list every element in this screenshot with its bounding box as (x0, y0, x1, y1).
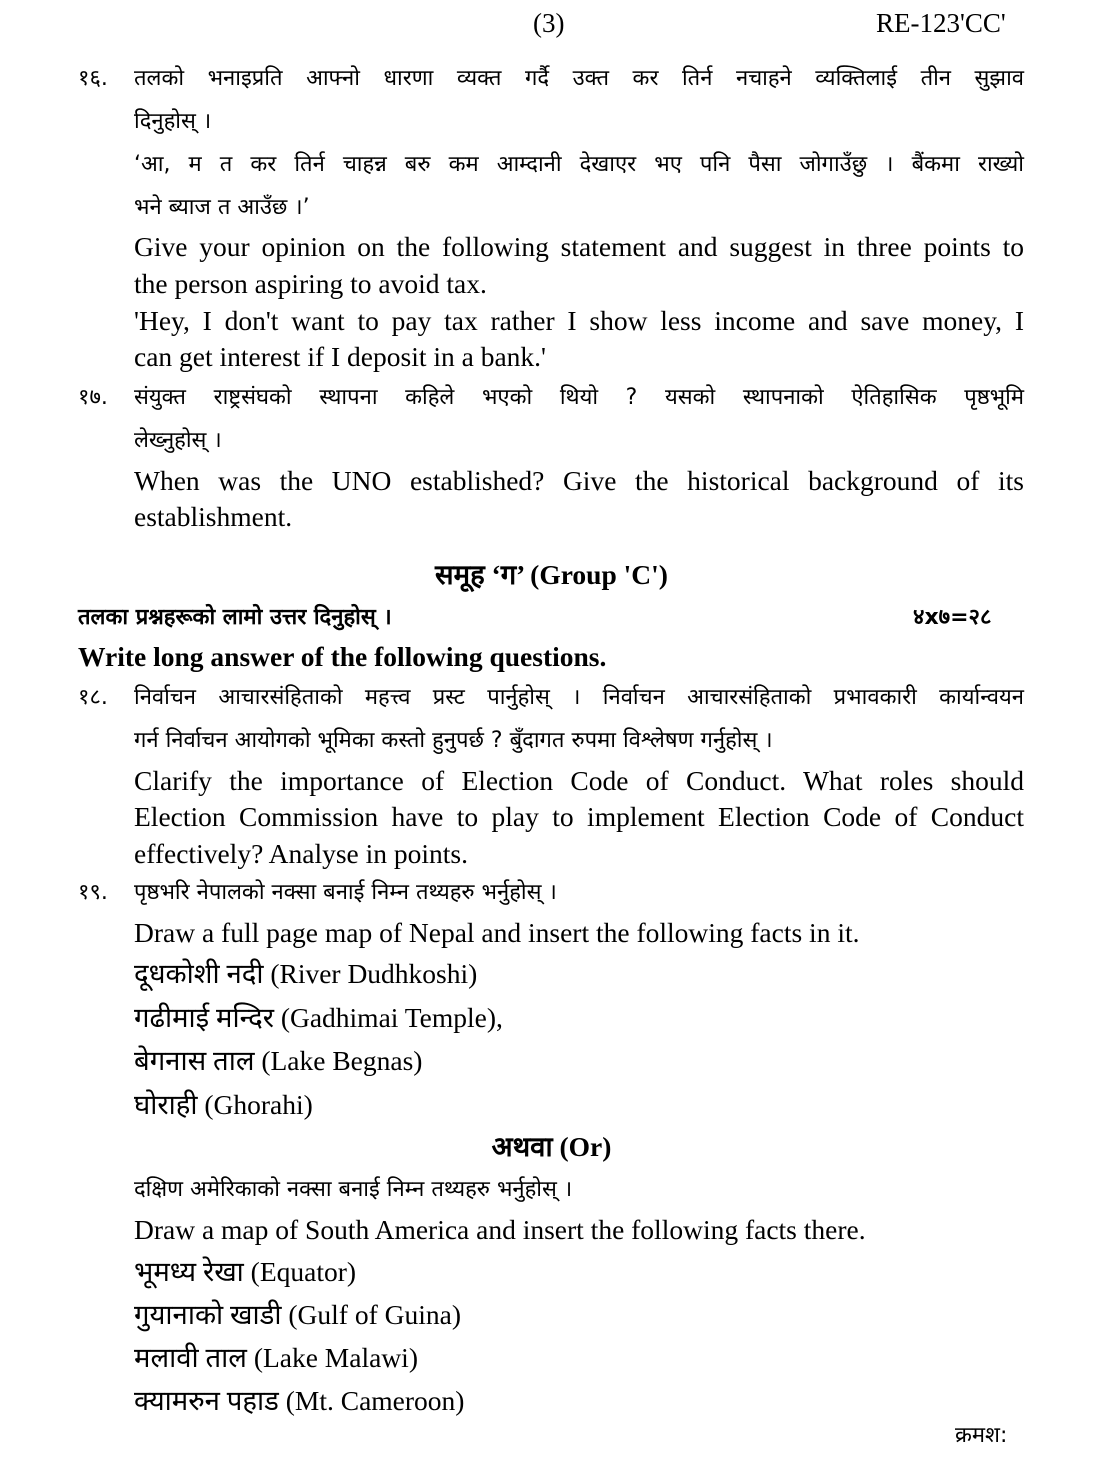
q19-fact-item: घोराही (Ghorahi) (134, 1089, 313, 1120)
q16-nepali-line-1: तलको भनाइप्रति आफ्नो धारणा व्यक्त गर्दै उक्त कर तिर्न नचाहने व्यक्तिलाई तीन सुझाव (134, 66, 1024, 91)
paper-code: RE-123'CC' (876, 8, 1006, 38)
q16-english-quote-line-1: 'Hey, I don't want to pay tax rather I show less income and save money, I (134, 305, 1024, 336)
q16-nepali-line-2: दिनुहोस् । (134, 109, 212, 134)
q17-english-line-2: establishment. (134, 501, 293, 532)
question-number-17: १७. (78, 385, 108, 410)
q19-english-line-1: Draw a full page map of Nepal and insert the following facts in it. (134, 917, 860, 948)
question-number-16: १६. (78, 66, 108, 91)
question-number-19: १९. (78, 880, 108, 905)
q19-nepali-line-1: पृष्ठभरि नेपालको नक्सा बनाई निम्न तथ्यहरु भर्नुहोस् । (134, 880, 557, 905)
q17-nepali-line-2: लेख्नुहोस् । (134, 428, 222, 453)
q19-alt-fact-item: क्यामरुन पहाड (Mt. Cameroon) (134, 1385, 465, 1416)
q18-english-line-1: Clarify the importance of Election Code of Conduct. What roles should (134, 765, 1024, 796)
question-number-18: १८. (78, 685, 108, 710)
continued-note: क्रमश: (955, 1423, 1008, 1448)
q16-english-quote-line-2: can get interest if I deposit in a bank.' (134, 341, 546, 372)
group-c-marks: ४x७=२८ (913, 605, 992, 630)
q18-nepali-line-2: गर्न निर्वाचन आयोगको भूमिका कस्तो हुनुपर्छ ? बुँदागत रुपमा विश्लेषण गर्नुहोस् । (134, 728, 773, 753)
q19-fact-item: गढीमाई मन्दिर (Gadhimai Temple), (134, 1002, 503, 1033)
group-c-title: समूह ‘ग’ (Group 'C') (435, 559, 668, 590)
q17-nepali-line-1: संयुक्त राष्ट्रसंघको स्थापना कहिले भएको थियो ? यसको स्थापनाको ऐतिहासिक पृष्ठभूमि (134, 385, 1024, 410)
q19-alt-nepali-line-1: दक्षिण अमेरिकाको नक्सा बनाई निम्न तथ्यहरु भर्नुहोस् । (134, 1177, 573, 1202)
q16-english-line-2: the person aspiring to avoid tax. (134, 268, 487, 299)
q18-english-line-2: Election Commission have to play to implement Election Code of Conduct (134, 801, 1024, 832)
page-number: (3) (533, 8, 565, 38)
q19-alt-fact-item: भूमध्य रेखा (Equator) (134, 1256, 357, 1287)
q16-nepali-quote-line-2: भने ब्याज त आउँछ ।’ (134, 195, 310, 220)
q19-alt-english-line-1: Draw a map of South America and insert the following facts there. (134, 1214, 866, 1245)
q18-nepali-line-1: निर्वाचन आचारसंहिताको महत्त्व प्रस्ट पार्नुहोस् । निर्वाचन आचारसंहिताको प्रभावकारी कार्यान्वयन (134, 685, 1024, 710)
q17-english-line-1: When was the UNO established? Give the historical background of its (134, 465, 1024, 496)
q18-english-line-3: effectively? Analyse in points. (134, 838, 468, 869)
q16-english-line-1: Give your opinion on the following statement and suggest in three points to (134, 231, 1024, 262)
q19-fact-item: दूधकोशी नदी (River Dudhkoshi) (134, 958, 478, 989)
or-label: अथवा (Or) (491, 1131, 612, 1162)
q19-fact-item: बेगनास ताल (Lake Begnas) (134, 1045, 423, 1076)
q16-nepali-quote-line-1: ‘आ, म त कर तिर्न चाहन्न बरु कम आम्दानी देखाएर भए पनि पैसा जोगाउँछु । बैंकमा राख्यो (134, 152, 1024, 177)
q19-alt-fact-item: मलावी ताल (Lake Malawi) (134, 1342, 418, 1373)
q19-alt-fact-item: गुयानाको खाडी (Gulf of Guina) (134, 1299, 461, 1330)
group-c-instruction-nepali: तलका प्रश्नहरूको लामो उत्तर दिनुहोस् । (78, 605, 392, 630)
group-c-instruction-english: Write long answer of the following questions. (78, 641, 607, 672)
